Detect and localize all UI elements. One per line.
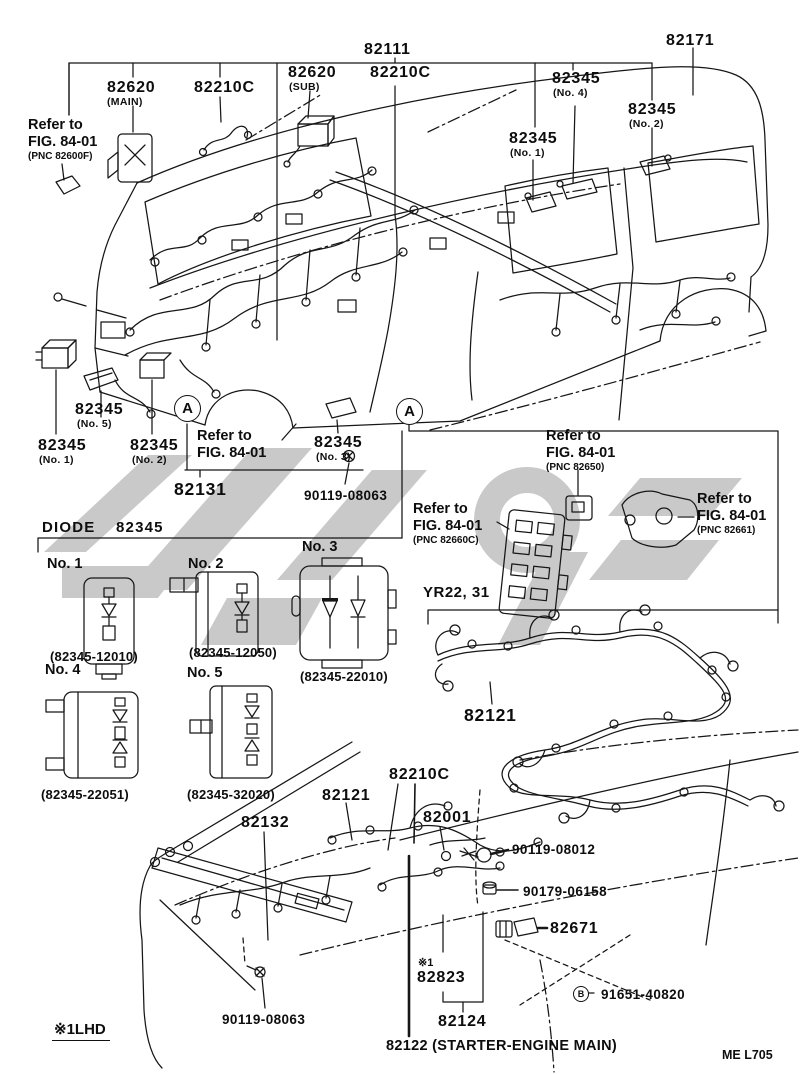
refer-note-8401 <box>197 428 266 462</box>
label-82345-no1-left-qualifier: (No. 1) <box>39 454 74 466</box>
diode-section-title: DIODE <box>42 519 96 536</box>
refer-line1: Refer to <box>413 501 468 517</box>
label-82345-no4-qualifier: (No. 4) <box>553 87 588 99</box>
refer-line2: FIG. 84-01 <box>546 445 616 462</box>
refer-line1: Refer to <box>28 117 83 133</box>
label-82345-no5: 82345 <box>75 401 124 418</box>
relay-82620-sub <box>284 116 334 167</box>
refer-pnc: (PNC 82600F) <box>28 151 93 163</box>
label-82345-no3: 82345 <box>314 434 363 451</box>
label-82111: 82111 <box>364 41 411 58</box>
label-82620-sub-qualifier: (SUB) <box>289 81 320 93</box>
label-90119-08063-top: 90119-08063 <box>304 488 388 503</box>
top-leader-lines <box>69 48 693 340</box>
refer-note-82650 <box>546 428 615 473</box>
diode-no2-label: No. 2 <box>188 556 224 572</box>
label-82620-main-qualifier: (MAIN) <box>107 96 143 108</box>
label-82345-no1-top-qualifier: (No. 1) <box>510 147 545 159</box>
label-90119-08063-bottom: 90119-08063 <box>222 1012 306 1027</box>
label-82823: 82823 <box>417 969 466 986</box>
diode-no3-part-number: (82345-22010) <box>300 669 388 684</box>
label-82345-no2-left-qualifier: (No. 2) <box>132 454 167 466</box>
diode-no4-part-number: (82345-22051) <box>41 787 129 802</box>
label-82121-harness: 82121 <box>464 705 517 725</box>
diode-no1-part-number: (82345-12010) <box>50 649 138 664</box>
section-marker-a-2: A <box>396 398 423 425</box>
refer-pnc: (PNC 82660C) <box>413 535 479 547</box>
diode-section-number: 82345 <box>116 519 164 536</box>
bolt-90119-08063-bottom <box>243 938 265 1008</box>
diode-no5-part-number: (82345-32020) <box>187 787 275 802</box>
label-82345-no2-top-qualifier: (No. 2) <box>629 118 664 130</box>
refer-pnc: (PNC 82661) <box>697 525 756 537</box>
diode-no4-part <box>46 692 138 778</box>
diode-no3-label: No. 3 <box>302 539 338 555</box>
connector-82671 <box>496 918 547 937</box>
section-marker-b: B <box>573 986 589 1002</box>
label-82345-no2-left: 82345 <box>130 437 179 454</box>
nut-90179-06158 <box>483 882 518 894</box>
refer-note-82600f <box>28 117 97 162</box>
refer-line2: FIG. 84-01 <box>697 508 767 525</box>
label-82131: 82131 <box>174 479 227 499</box>
refer-note-82661 <box>697 491 766 536</box>
refer-pnc: (PNC 82650) <box>546 462 605 474</box>
yr-section-bracket <box>428 610 778 624</box>
label-82345-no4: 82345 <box>552 70 601 87</box>
label-82620-sub: 82620 <box>288 64 337 81</box>
label-82345-no1-top: 82345 <box>509 130 558 147</box>
watermark <box>44 448 742 645</box>
screw-90119-08012 <box>460 848 508 862</box>
label-90179-06158: 90179-06158 <box>523 884 607 899</box>
label-82122-starter-engine-main: 82122 (STARTER-ENGINE MAIN) <box>386 1038 618 1054</box>
wire-82210c-front <box>200 126 252 155</box>
refer-line1: Refer to <box>197 428 252 444</box>
label-82620-main: 82620 <box>107 79 156 96</box>
diode-no5-label: No. 5 <box>187 665 223 681</box>
label-90119-08012: 90119-08012 <box>512 842 596 857</box>
label-82001: 82001 <box>423 809 472 826</box>
refer-line2: FIG. 84-01 <box>413 518 483 535</box>
label-82345-no3-qualifier: (No. 3) <box>316 451 351 463</box>
label-82823-footnote-mark: ※1 <box>418 957 434 969</box>
label-82124: 82124 <box>438 1013 487 1030</box>
label-91651-40820: 91651-40820 <box>601 987 685 1002</box>
diode-no5-part <box>190 686 272 778</box>
label-82210c-3: 82210C <box>389 766 450 783</box>
footnote-lhd: ※1LHD <box>52 1022 110 1041</box>
roof-diode-parts <box>525 155 671 212</box>
label-82345-no1-left: 82345 <box>38 437 87 454</box>
refer-line1: Refer to <box>697 491 752 507</box>
top-van-harness <box>54 167 735 418</box>
label-82132: 82132 <box>241 814 290 831</box>
refer-note-82660c <box>413 501 482 546</box>
label-82671: 82671 <box>550 920 599 937</box>
refer-line2: FIG. 84-01 <box>197 445 267 462</box>
bracket-82823 <box>443 912 483 1012</box>
label-82210c-1: 82210C <box>194 79 255 96</box>
diode-no2-part-number: (82345-12050) <box>189 645 277 660</box>
label-82345-no5-qualifier: (No. 5) <box>77 418 112 430</box>
model-code-yr22-31: YR22, 31 <box>423 584 490 601</box>
bottom-harness <box>151 802 543 924</box>
section-marker-a-1: A <box>174 395 201 422</box>
label-82210c-2: 82210C <box>370 64 431 81</box>
label-82121-bottom: 82121 <box>322 787 371 804</box>
refer-line1: Refer to <box>546 428 601 444</box>
diode-no1-label: No. 1 <box>47 556 83 572</box>
sheet-code: ME L705 <box>722 1048 773 1062</box>
diode-no4-label: No. 4 <box>45 662 81 678</box>
refer-line2: FIG. 84-01 <box>28 134 98 151</box>
label-82345-no2-top: 82345 <box>628 101 677 118</box>
label-82171: 82171 <box>666 32 715 49</box>
relay-82620-main <box>108 134 152 182</box>
